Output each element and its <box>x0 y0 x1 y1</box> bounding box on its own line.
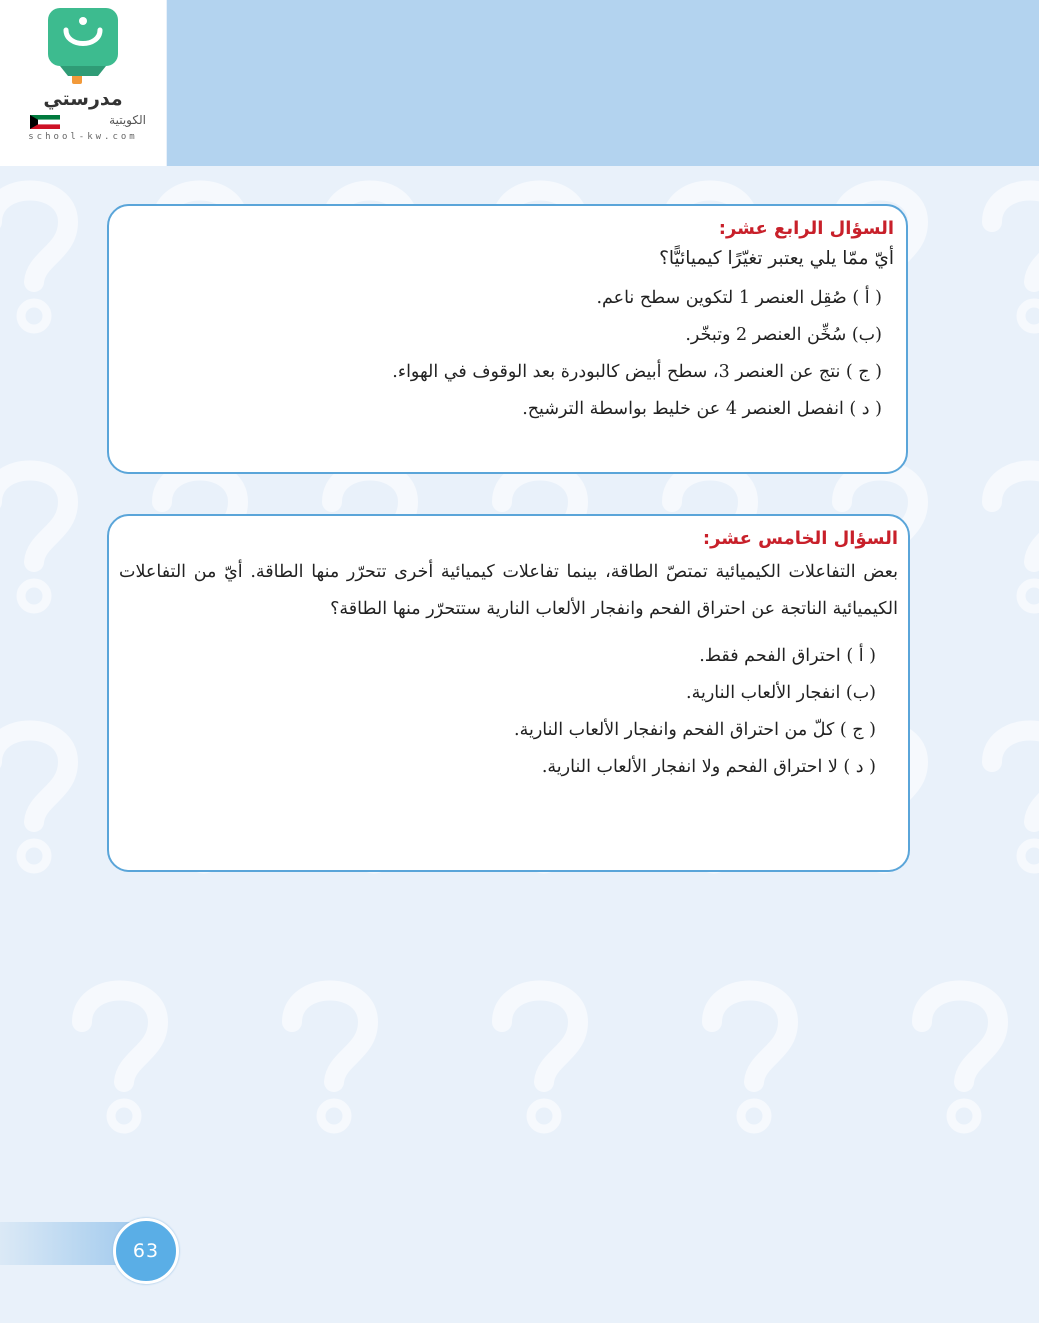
question-15-title: السؤال الخامس عشر: <box>702 528 898 549</box>
option-d: ( د ) لا احتراق الفحم ولا انفجار الألعاب النارية. <box>541 757 876 777</box>
option-d: ( د ) انفصل العنصر 4 عن خليط بواسطة الترشيح. <box>522 399 882 419</box>
logo-mark-icon <box>0 0 166 90</box>
question-14-text: أيّ ممّا يلي يعتبر تغيّرًا كيميائيًّا؟ <box>659 248 894 269</box>
option-b: (ب) انفجار الألعاب النارية. <box>686 683 876 703</box>
question-14-options <box>121 280 894 428</box>
question-15-options <box>119 638 898 786</box>
logo-name: مدرستي <box>43 88 123 110</box>
logo <box>0 0 166 166</box>
question-15-text: بعض التفاعلات الكيميائية تمتصّ الطاقة، بينما تفاعلات كيميائية أخرى تتحرّر منها الطاقة. أيّ من التفاعلات الكيميائية الناتجة عن احتراق الفحم وانفجار الألعاب النارية ستتحرّر منها الطاقة؟ <box>119 562 898 619</box>
page-number: 63 <box>113 1218 179 1284</box>
header-band <box>167 0 1039 166</box>
option-a: ( أ ) صُقِل العنصر 1 لتكوين سطح ناعم. <box>596 288 882 308</box>
kuwait-flag-icon <box>30 115 60 129</box>
question-14-card <box>107 204 908 474</box>
option-c: ( ج ) كلّ من احتراق الفحم وانفجار الألعاب النارية. <box>514 720 876 740</box>
logo-subtitle: الكويتية <box>109 113 146 127</box>
option-b: (ب) سُخِّن العنصر 2 وتبخّر. <box>685 325 882 345</box>
question-14-title: السؤال الرابع عشر: <box>718 218 894 239</box>
question-15-card <box>107 514 910 872</box>
option-a: ( أ ) احتراق الفحم فقط. <box>699 646 876 666</box>
option-c: ( ج ) نتج عن العنصر 3، سطح أبيض كالبودرة بعد الوقوف في الهواء. <box>392 362 882 382</box>
logo-url: school-kw.com <box>28 132 138 142</box>
